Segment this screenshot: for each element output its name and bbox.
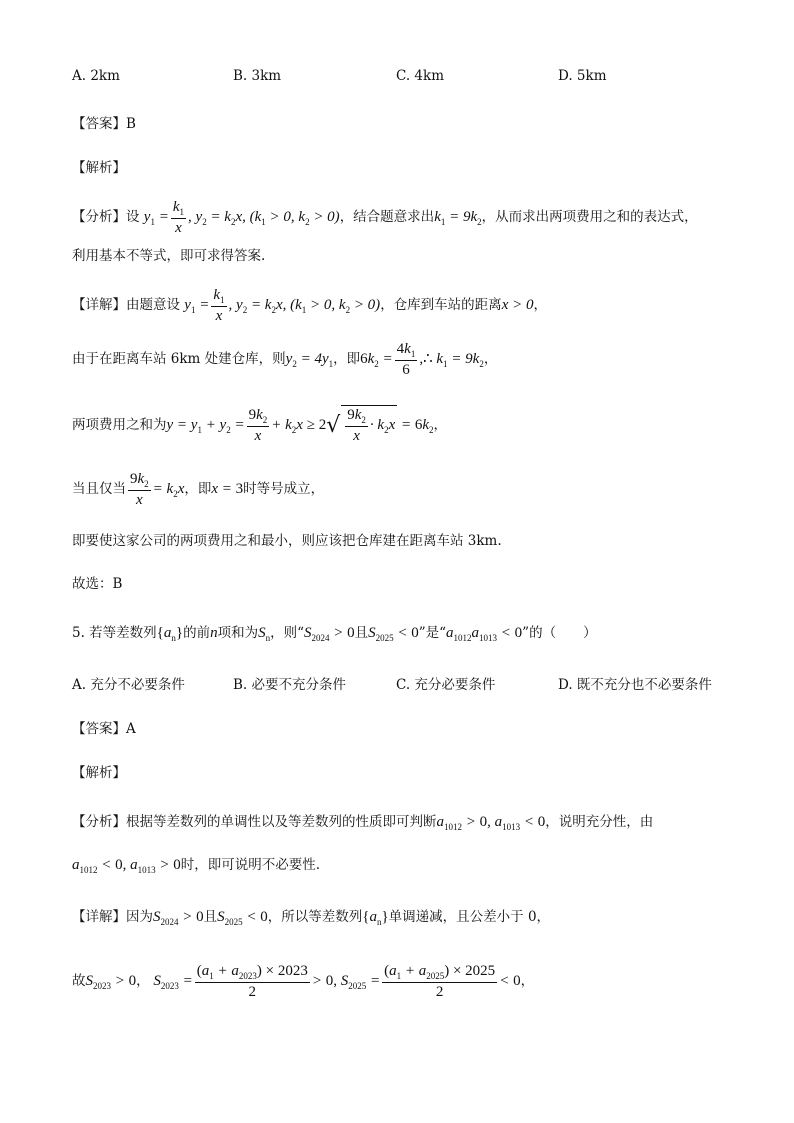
q5-answer xyxy=(72,717,136,737)
q4-answer xyxy=(72,112,136,132)
stem-text: 项和为 xyxy=(217,625,259,641)
answer-value: B xyxy=(126,116,136,132)
xiangjie-label: 【详解】 xyxy=(72,296,126,313)
math-fraction: $\frac{k_1}{x}$ xyxy=(172,199,185,236)
math-expr: , $y_2 = k_2x$, ($k_1 > 0$, $k_2 > 0$) xyxy=(228,296,381,315)
answer-label: 【答案】 xyxy=(72,721,126,737)
math-expr: $y = y_1 + y_2$ = xyxy=(166,416,245,435)
q4-line5 xyxy=(72,470,324,509)
stem-text: ”的（ ） xyxy=(522,625,597,641)
stem-text: ”是“ xyxy=(418,625,447,641)
stem-text: 的前 xyxy=(183,625,211,641)
body-text: ， xyxy=(520,972,535,989)
math-expr: $S_{2025} < 0$ xyxy=(368,625,419,643)
math-expr: $S_{2025} < 0$ xyxy=(217,909,268,927)
math-expr: $S_{2023}$ = xyxy=(149,972,193,991)
body-text: ， xyxy=(433,416,448,433)
math-expr: < 0 xyxy=(499,972,521,989)
math-expr: $S_n$ xyxy=(258,625,271,643)
fenxi-text: ，从而求出两项费用之和的表达式， xyxy=(481,208,698,225)
q4-line7: 故选：B xyxy=(72,576,123,592)
math-expr: > 0, $S_{2025}$ = xyxy=(311,972,381,991)
math-expr: x > 0 xyxy=(501,296,534,313)
option-c: C. 4km xyxy=(396,68,445,84)
option-a: A. 2km xyxy=(72,68,120,84)
math-fraction: $\frac{(a_1 + a_{2023}) \times 2023}{2}$ xyxy=(196,963,308,1000)
q5-last-line xyxy=(72,962,534,1001)
math-expr: $S_{2024} > 0$ xyxy=(153,909,204,927)
fenxi-text: ，结合题意求出 xyxy=(339,208,435,225)
math-expr: n xyxy=(210,625,218,641)
q4-fenxi-line2: 利用基本不等式，即可求得答案. xyxy=(72,248,266,264)
q4-xiangjie xyxy=(72,286,547,325)
math-fraction: $\frac{(a_1 + a_{2025}) \times 2025}{2}$ xyxy=(384,963,496,1000)
fenxi-label: 【分析】 xyxy=(72,814,126,830)
math-sqrt: $\frac{9k_2}{x}$ · $k_2x$ xyxy=(341,405,397,445)
math-fraction: $\frac{9k_2}{x}$ xyxy=(248,407,268,444)
math-expr: x = 3 xyxy=(211,480,244,497)
fenxi-label: 【分析】 xyxy=(72,208,126,225)
body-text: ， xyxy=(136,972,150,989)
q4-line3 xyxy=(72,340,497,379)
xiangjie-text: 由题意设 xyxy=(126,296,180,313)
xiangjie-text: ，所以等差数列 xyxy=(267,909,363,925)
q5-fenxi-line2 xyxy=(72,853,320,875)
xiangjie-text: 单调递减，且公差小于 0， xyxy=(388,909,551,925)
fenxi-text: ，说明充分性，由 xyxy=(545,814,654,830)
q4-analysis-label: 【解析】 xyxy=(72,160,126,176)
q5-option-d: D. 既不充分也不必要条件 xyxy=(558,677,712,693)
math-fraction: $\frac{k_1}{x}$ xyxy=(213,287,225,324)
q5-xiangjie xyxy=(72,905,550,927)
option-d: D. 5km xyxy=(558,68,607,84)
math-expr: $S_{2024} > 0$ xyxy=(303,625,355,643)
math-expr: $a_{1012} < 0$, $a_{1013} > 0$ xyxy=(72,857,181,875)
q5-stem xyxy=(72,621,597,643)
math-expr: $y_2 = 4y_1$ xyxy=(285,350,334,369)
math-expr: $y_1$ = xyxy=(143,208,169,227)
body-text: 当且仅当 xyxy=(72,480,126,497)
body-text: 时等号成立， xyxy=(243,480,325,497)
math-expr: = $6k_2$ xyxy=(397,416,434,435)
q4-line4 xyxy=(72,405,447,445)
q5-option-c: C. 充分必要条件 xyxy=(396,677,496,693)
body-text: 故 xyxy=(72,972,86,989)
body-text: ，即 xyxy=(184,480,212,497)
body-text: ，即 xyxy=(333,350,361,367)
fenxi-text: 根据等差数列的单调性以及等差数列的性质即可判断 xyxy=(126,814,437,830)
body-text: ， xyxy=(483,350,498,367)
math-expr: $y_1$ = xyxy=(184,296,210,315)
fenxi-text: 设 xyxy=(126,208,140,225)
math-expr: $\{a_n\}$ xyxy=(156,625,184,643)
q5-option-b: B. 必要不充分条件 xyxy=(233,677,347,693)
xiangjie-text: ， xyxy=(533,296,547,313)
q4-fenxi xyxy=(72,198,698,237)
math-fraction: $\frac{4k_1}{6}$ xyxy=(396,341,416,378)
math-expr: $a_{1012}a_{1013} < 0$ xyxy=(446,625,523,643)
xiangjie-label: 【详解】 xyxy=(72,909,126,925)
xiangjie-text: ，仓库到车站的距离 xyxy=(380,296,502,313)
stem-text: 且 xyxy=(354,625,369,641)
stem-text: ，则“ xyxy=(270,625,304,641)
answer-value: A xyxy=(126,721,136,737)
radical-icon: √ xyxy=(326,412,341,438)
q4-line6: 即要使这家公司的两项费用之和最小，则应该把仓库建在距离车站 3km. xyxy=(72,533,502,549)
math-expr: = $k_2x$ xyxy=(152,480,185,499)
math-expr: $6k_2$ = xyxy=(360,350,393,369)
answer-label: 【答案】 xyxy=(72,116,126,132)
q5-option-a: A. 充分不必要条件 xyxy=(72,677,185,693)
q5-fenxi xyxy=(72,810,653,832)
math-expr: $k_1 = 9k_2$ xyxy=(434,208,482,227)
xiangjie-text: 因为 xyxy=(126,909,153,925)
xiangjie-text: 且 xyxy=(203,909,218,925)
body-text: 由于在距离车站 6km 处建仓库，则 xyxy=(72,350,286,367)
math-fraction: $\frac{9k_2}{x}$ xyxy=(130,471,149,508)
option-b: B. 3km xyxy=(233,68,282,84)
math-expr: ,∴ $k_1 = 9k_2$ xyxy=(419,350,484,369)
q5-analysis-label: 【解析】 xyxy=(72,765,126,781)
fenxi-text: 时，即可说明不必要性. xyxy=(180,857,321,873)
math-expr: $S_{2023} > 0$ xyxy=(85,972,137,991)
math-expr: $a_{1012} > 0$, $a_{1013} < 0$ xyxy=(436,814,546,832)
stem-text: 5. 若等差数列 xyxy=(72,625,157,641)
math-expr: + $k_2x \ge 2$ xyxy=(271,416,327,435)
math-expr: $\{a_n\}$ xyxy=(362,909,389,927)
math-expr: , $y_2 = k_2x$, ($k_1 > 0$, $k_2 > 0$) xyxy=(188,208,340,227)
body-text: 两项费用之和为 xyxy=(72,416,167,433)
